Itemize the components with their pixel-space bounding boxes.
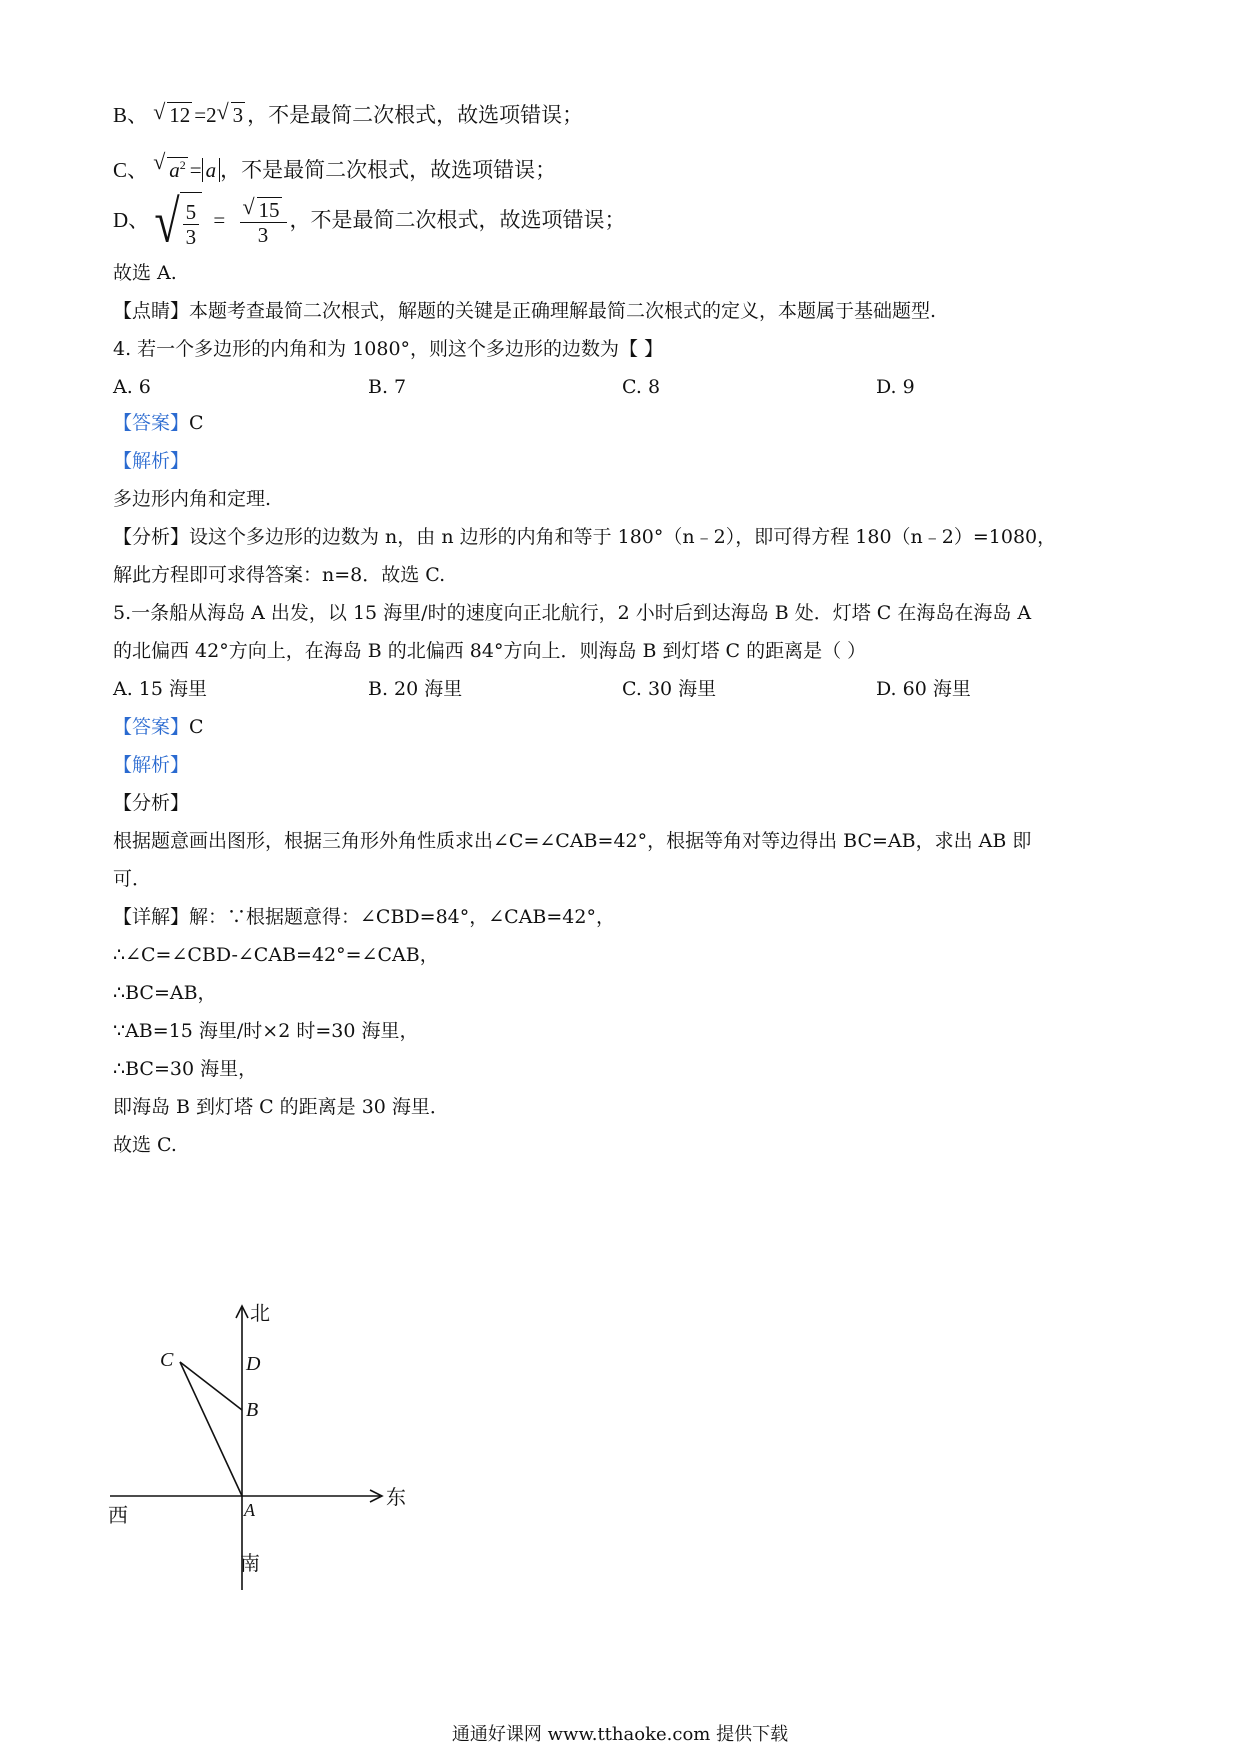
point-c: C [160,1349,174,1371]
segment-ca [180,1362,242,1496]
q4-option-a: A. 6 [113,376,151,398]
point-d: D [246,1353,261,1375]
q3-dianjing: 【点睛】本题考查最简二次根式，解题的关键是正确理解最简二次根式的定义，本题属于基础题型. [113,300,937,322]
q4-fenxi-2: 解此方程即可求得答案：n=8．故选 C. [113,564,446,586]
q4-fenxi-1: 【分析】设这个多边形的边数为 n，由 n 边形的内角和等于 180°（n﹣2），即可得方程 180（n﹣2）=1080， [113,526,1057,548]
q5-detail-3: ∴BC=AB， [113,982,217,1004]
q5-detail-6: 即海岛 B 到灯塔 C 的距离是 30 海里． [113,1096,449,1118]
sqrt-12: √ 12 [153,99,191,127]
q4-answer-tag: 【答案】 [113,412,190,434]
q4-analysis-tag: 【解析】 [113,450,190,472]
point-a: A [244,1500,255,1520]
point-b: B [246,1399,259,1421]
q5-detail-4: ∵AB=15 海里/时×2 时=30 海里， [113,1020,419,1042]
result-fraction: √ 15 3 [240,198,287,247]
sqrt-a-squared: √ $a^2$ [153,149,186,182]
q5-detail-1: 【详解】解：∵根据题意得：∠CBD=84°，∠CAB=42°， [113,906,615,928]
q4-knowledge: 多边形内角和定理. [113,488,272,510]
option-b-prefix: B、 [113,103,149,127]
q5-option-b: B. 20 海里 [368,678,463,700]
option-d-text: ，不是最简二次根式，故选项错误； [289,208,626,232]
q5-detail-7: 故选 C. [113,1134,177,1156]
q3-choose: 故选 A. [113,262,177,284]
abs-a: a [202,158,221,182]
option-c-text: ，不是最简二次根式，故选项错误； [220,158,557,182]
compass-triangle-figure [100,1300,480,1600]
q5-option-a: A. 15 海里 [113,678,208,700]
q4-stem: 4. 若一个多边形的内角和为 1080°，则这个多边形的边数为【 】 [113,338,664,360]
q4-option-c: C. 8 [622,376,661,398]
q4-option-b: B. 7 [368,376,407,398]
q5-answer-tag: 【答案】 [113,716,190,738]
label-north: 北 [250,1303,270,1325]
q5-fenxi-1: 根据题意画出图形，根据三角形外角性质求出∠C=∠CAB=42°，根据等角对等边得出 BC=AB，求出 AB 即 [113,830,1032,852]
q5-answer: C [189,716,204,738]
option-c-line: C、 √ $a^2 = a$ ，不是最简二次根式，故选项错误； [113,150,556,185]
q5-detail-5: ∴BC=30 海里， [113,1058,258,1080]
q5-option-d: D. 60 海里 [876,678,971,700]
segment-cb [180,1362,242,1410]
label-east: 东 [386,1487,406,1509]
q5-detail-2: ∴∠C=∠CBD-∠CAB=42°=∠CAB， [113,944,439,966]
label-west: 西 [108,1505,128,1527]
option-b-line: B、 √ 12 =2 √ 3 ，不是最简二次根式，故选项错误； [113,100,583,130]
label-south: 南 [240,1553,260,1575]
q5-option-c: C. 30 海里 [622,678,717,700]
q5-answer-line [113,712,204,742]
q5-fenxi-2: 可． [113,868,152,890]
q5-analysis-tag: 【解析】 [113,754,190,776]
q4-answer-line [113,408,204,438]
q4-option-d: D. 9 [876,376,915,398]
q5-stem-1: 5.一条船从海岛 A 出发，以 15 海里/时的速度向正北航行，2 小时后到达海岛 B 处．灯塔 C 在海岛在海岛 A [113,602,1032,624]
sqrt-fraction: √ $\frac{5}{3}$ [154,192,202,253]
option-b-text: ，不是最简二次根式，故选项错误； [247,103,584,127]
q5-fenxi-tag: 【分析】 [113,792,190,814]
footer: 通通好课网 www.tthaoke.com 提供下载 [451,1724,789,1745]
option-d-line: D、 √ $\frac{5}{3}$ = √ 15 3 ，不是最简二次根式，故选项错误； [113,188,626,255]
q4-answer: C [189,412,204,434]
q5-stem-2: 的北偏西 42°方向上，在海岛 B 的北偏西 84°方向上．则海岛 B 到灯塔 C 的距离是（ ） [113,640,867,662]
sqrt-3: √ 3 [216,99,244,127]
